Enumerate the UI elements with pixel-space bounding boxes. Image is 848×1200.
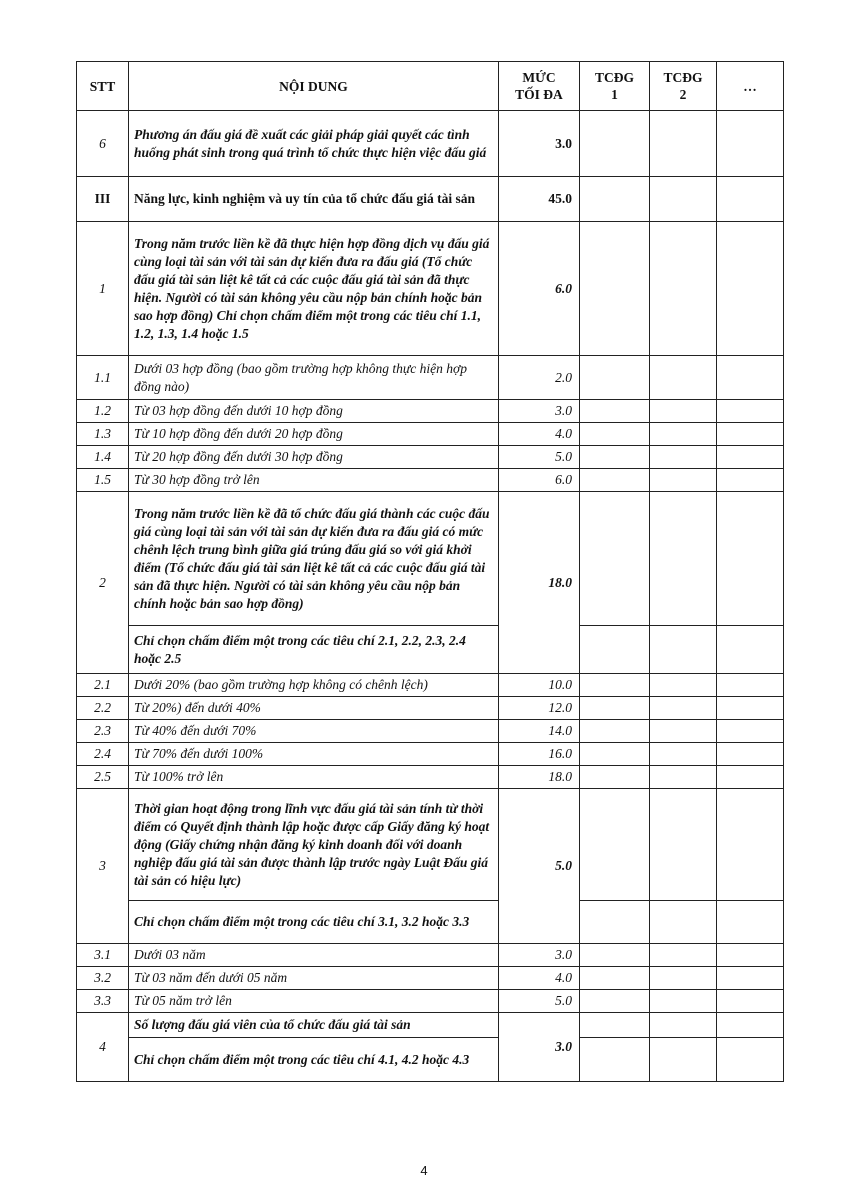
header-max-line2: TỐI ĐA	[515, 87, 563, 102]
row-content: Từ 05 năm trở lên	[129, 990, 499, 1013]
row-content: Từ 70% đến dưới 100%	[129, 743, 499, 766]
score-cell-tcdg2[interactable]	[650, 356, 717, 400]
score-cell-tcdg2[interactable]	[650, 944, 717, 967]
row-score: 3.0	[499, 111, 580, 177]
row-stt: 2.1	[77, 674, 129, 697]
row-score: 16.0	[499, 743, 580, 766]
score-cell-tcdg1[interactable]	[580, 743, 650, 766]
score-cell-tcdg1[interactable]	[580, 356, 650, 400]
table-row	[77, 674, 784, 697]
score-cell-tcdg1[interactable]	[580, 990, 650, 1013]
table-row	[77, 901, 784, 944]
header-tcdg1-line1: TCĐG	[594, 70, 634, 85]
row-stt: 6	[77, 111, 129, 177]
page-number: 4	[420, 1163, 428, 1178]
table-row	[77, 967, 784, 990]
row-content: Từ 03 hợp đồng đến dưới 10 hợp đồng	[129, 400, 499, 423]
score-cell-tcdg2[interactable]	[650, 967, 717, 990]
score-cell-tcdg1[interactable]	[580, 492, 650, 626]
score-cell-tcdg2[interactable]	[650, 720, 717, 743]
score-cell-tcdg1[interactable]	[580, 423, 650, 446]
row-stt: 1.1	[77, 356, 129, 400]
table-row	[77, 222, 784, 356]
row-stt: 2.2	[77, 697, 129, 720]
score-cell-more[interactable]	[717, 990, 784, 1013]
row-score: 6.0	[499, 469, 580, 492]
criteria-table	[76, 61, 784, 1082]
row-content: Trong năm trước liền kề đã thực hiện hợp đồng dịch vụ đấu giá cùng loại tài sản với tài sản dự kiến đưa ra đấu giá (Tổ chức đấu giá tài sản liệt kê tất cả các cuộc đấu giá tài sản đã thực hiện. Người có tài sản không yêu cầu nộp bản chính hoặc bản sao hợp đồng) Chỉ chọn chấm điểm một trong các tiêu chí 1.1, 1.2, 1.3, 1.4 hoặc 1.5	[129, 222, 499, 356]
table-row	[77, 990, 784, 1013]
row-content: Từ 40% đến dưới 70%	[129, 720, 499, 743]
row-stt: 1.4	[77, 446, 129, 469]
row-stt: 3.2	[77, 967, 129, 990]
score-cell-tcdg2[interactable]	[650, 743, 717, 766]
score-cell-more[interactable]	[717, 674, 784, 697]
header-max-line1: MỨC	[522, 70, 556, 85]
score-cell-tcdg1[interactable]	[580, 674, 650, 697]
row-stt: 1.5	[77, 469, 129, 492]
score-cell-more[interactable]	[717, 492, 784, 626]
score-cell-more[interactable]	[717, 222, 784, 356]
row-content: Số lượng đấu giá viên của tổ chức đấu giá tài sản	[129, 1013, 499, 1038]
score-cell-tcdg2[interactable]	[650, 766, 717, 789]
score-cell-more[interactable]	[717, 400, 784, 423]
score-cell-tcdg2[interactable]	[650, 423, 717, 446]
score-cell-more[interactable]	[717, 743, 784, 766]
score-cell-tcdg2[interactable]	[650, 469, 717, 492]
score-cell-more[interactable]	[717, 720, 784, 743]
row-stt: 1.2	[77, 400, 129, 423]
row-stt: 2.4	[77, 743, 129, 766]
row-note: Chỉ chọn chấm điểm một trong các tiêu chí 2.1, 2.2, 2.3, 2.4 hoặc 2.5	[129, 626, 499, 674]
header-tcdg1-line2: 1	[611, 87, 618, 102]
row-score: 45.0	[499, 177, 580, 222]
table-row	[77, 356, 784, 400]
row-score: 4.0	[499, 423, 580, 446]
score-cell-tcdg1[interactable]	[580, 789, 650, 901]
row-stt: 2.3	[77, 720, 129, 743]
table-row	[77, 446, 784, 469]
score-cell-tcdg1[interactable]	[580, 1013, 650, 1038]
table-row	[77, 423, 784, 446]
score-cell-more[interactable]	[717, 967, 784, 990]
score-cell-tcdg1[interactable]	[580, 446, 650, 469]
header-stt: STT	[77, 62, 129, 111]
score-cell-more[interactable]	[717, 177, 784, 222]
row-score: 3.0	[499, 400, 580, 423]
row-score: 5.0	[499, 446, 580, 469]
header-tcdg1	[580, 62, 650, 111]
score-cell-more[interactable]	[717, 1013, 784, 1038]
score-cell-tcdg1[interactable]	[580, 720, 650, 743]
score-cell-tcdg1[interactable]	[580, 967, 650, 990]
row-content: Từ 10 hợp đồng đến dưới 20 hợp đồng	[129, 423, 499, 446]
table-row	[77, 743, 784, 766]
row-score: 14.0	[499, 720, 580, 743]
table-row	[77, 626, 784, 674]
row-content: Phương án đấu giá đề xuất các giải pháp giải quyết các tình huống phát sinh trong quá trình tổ chức thực hiện việc đấu giá	[129, 111, 499, 177]
table-row	[77, 766, 784, 789]
table-row	[77, 1038, 784, 1082]
score-cell-tcdg1[interactable]	[580, 111, 650, 177]
score-cell-tcdg2[interactable]	[650, 901, 717, 944]
score-cell-more[interactable]	[717, 697, 784, 720]
table-row	[77, 400, 784, 423]
row-score: 10.0	[499, 674, 580, 697]
score-cell-tcdg2[interactable]	[650, 111, 717, 177]
row-content: Từ 30 hợp đồng trở lên	[129, 469, 499, 492]
row-score: 3.0	[499, 1013, 580, 1082]
table-row	[77, 469, 784, 492]
table-row	[77, 720, 784, 743]
row-stt: 3.1	[77, 944, 129, 967]
score-cell-tcdg1[interactable]	[580, 944, 650, 967]
score-cell-more[interactable]	[717, 356, 784, 400]
row-score: 18.0	[499, 492, 580, 674]
row-content: Dưới 20% (bao gồm trường hợp không có chênh lệch)	[129, 674, 499, 697]
row-score: 5.0	[499, 990, 580, 1013]
row-stt: 3	[77, 789, 129, 944]
row-stt: 3.3	[77, 990, 129, 1013]
score-cell-tcdg1[interactable]	[580, 901, 650, 944]
score-cell-tcdg1[interactable]	[580, 697, 650, 720]
row-stt: 1	[77, 222, 129, 356]
row-content: Dưới 03 hợp đồng (bao gồm trường hợp không thực hiện hợp đồng nào)	[129, 356, 499, 400]
score-cell-tcdg2[interactable]	[650, 492, 717, 626]
score-cell-more[interactable]	[717, 1038, 784, 1082]
table-row	[77, 492, 784, 626]
score-cell-more[interactable]	[717, 789, 784, 901]
header-row	[77, 62, 784, 111]
score-cell-more[interactable]	[717, 766, 784, 789]
score-cell-tcdg2[interactable]	[650, 674, 717, 697]
table-row	[77, 1013, 784, 1038]
score-cell-more[interactable]	[717, 423, 784, 446]
header-tcdg2-line1: TCĐG	[663, 70, 703, 85]
score-cell-tcdg1[interactable]	[580, 469, 650, 492]
score-cell-tcdg2[interactable]	[650, 1013, 717, 1038]
row-score: 12.0	[499, 697, 580, 720]
row-stt: 4	[77, 1013, 129, 1082]
header-content: NỘI DUNG	[129, 62, 499, 111]
score-cell-tcdg2[interactable]	[650, 1038, 717, 1082]
score-cell-more[interactable]	[717, 944, 784, 967]
row-stt: 1.3	[77, 423, 129, 446]
score-cell-more[interactable]	[717, 446, 784, 469]
score-cell-tcdg1[interactable]	[580, 626, 650, 674]
score-cell-tcdg2[interactable]	[650, 990, 717, 1013]
row-note: Chỉ chọn chấm điểm một trong các tiêu chí 4.1, 4.2 hoặc 4.3	[129, 1038, 499, 1082]
score-cell-tcdg1[interactable]	[580, 177, 650, 222]
table-row	[77, 177, 784, 222]
criteria-table-container	[76, 61, 783, 1082]
score-cell-tcdg1[interactable]	[580, 1038, 650, 1082]
row-score: 6.0	[499, 222, 580, 356]
score-cell-tcdg2[interactable]	[650, 626, 717, 674]
row-content: Trong năm trước liền kề đã tổ chức đấu giá thành các cuộc đấu giá cùng loại tài sản với tài sản dự kiến đưa ra đấu giá có mức chênh lệch trung bình giữa giá trúng đấu giá so với giá khởi điểm (Tổ chức đấu giá tài sản liệt kê tất cả các cuộc đấu giá tài sản đã thực hiện. Người có tài sản không yêu cầu nộp bản chính hoặc bản sao hợp đồng)	[129, 492, 499, 626]
row-content: Từ 03 năm đến dưới 05 năm	[129, 967, 499, 990]
row-stt: III	[77, 177, 129, 222]
header-more: …	[717, 62, 784, 111]
score-cell-tcdg2[interactable]	[650, 697, 717, 720]
row-content: Năng lực, kinh nghiệm và uy tín của tổ chức đấu giá tài sản	[129, 177, 499, 222]
row-stt: 2.5	[77, 766, 129, 789]
score-cell-tcdg1[interactable]	[580, 766, 650, 789]
score-cell-tcdg2[interactable]	[650, 789, 717, 901]
row-score: 4.0	[499, 967, 580, 990]
row-stt: 2	[77, 492, 129, 674]
header-tcdg2	[650, 62, 717, 111]
header-max-score	[499, 62, 580, 111]
row-score: 2.0	[499, 356, 580, 400]
score-cell-more[interactable]	[717, 626, 784, 674]
table-row	[77, 789, 784, 901]
score-cell-tcdg1[interactable]	[580, 222, 650, 356]
row-content: Từ 20%) đến dưới 40%	[129, 697, 499, 720]
row-content: Dưới 03 năm	[129, 944, 499, 967]
table-row	[77, 697, 784, 720]
score-cell-more[interactable]	[717, 111, 784, 177]
score-cell-tcdg2[interactable]	[650, 177, 717, 222]
score-cell-tcdg2[interactable]	[650, 222, 717, 356]
table-row	[77, 111, 784, 177]
score-cell-tcdg2[interactable]	[650, 446, 717, 469]
row-score: 3.0	[499, 944, 580, 967]
score-cell-more[interactable]	[717, 901, 784, 944]
row-note: Chỉ chọn chấm điểm một trong các tiêu chí 3.1, 3.2 hoặc 3.3	[129, 901, 499, 944]
score-cell-tcdg1[interactable]	[580, 400, 650, 423]
row-score: 18.0	[499, 766, 580, 789]
header-tcdg2-line2: 2	[679, 87, 687, 102]
row-content: Từ 100% trở lên	[129, 766, 499, 789]
row-content: Từ 20 hợp đồng đến dưới 30 hợp đồng	[129, 446, 499, 469]
table-row	[77, 944, 784, 967]
score-cell-tcdg2[interactable]	[650, 400, 717, 423]
row-content: Thời gian hoạt động trong lĩnh vực đấu giá tài sản tính từ thời điểm có Quyết định thành lập hoặc được cấp Giấy đăng ký hoạt động (Giấy chứng nhận đăng ký kinh doanh đối với doanh nghiệp đấu giá tài sản được thành lập trước ngày Luật Đấu giá tài sản có hiệu lực)	[129, 789, 499, 901]
score-cell-more[interactable]	[717, 469, 784, 492]
row-score: 5.0	[499, 789, 580, 944]
